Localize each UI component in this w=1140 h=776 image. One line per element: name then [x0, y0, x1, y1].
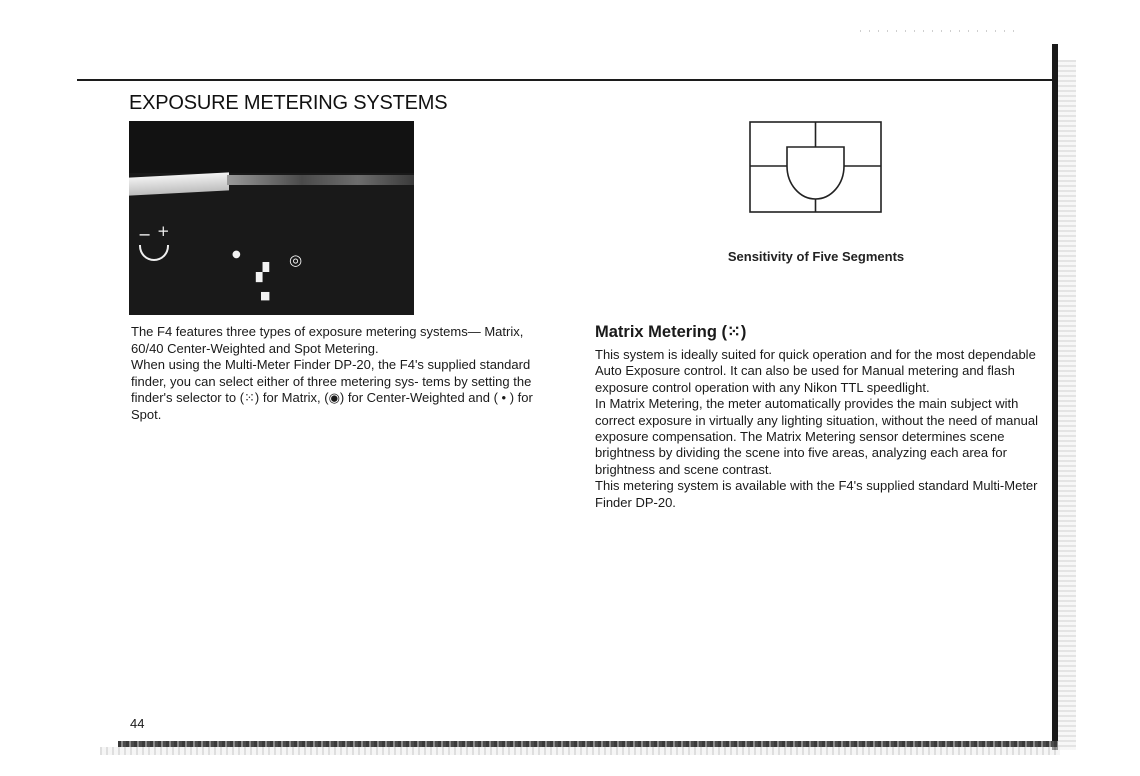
page-edge-bottom-shadow — [100, 747, 1060, 755]
diagram-caption: Sensitivity of Five Segments — [727, 249, 905, 264]
photo-dark-band — [129, 121, 414, 173]
description-paragraph: This metering system is available with the F4's supplied standard Multi-Meter Finder DP-20. — [595, 478, 1038, 510]
plus-mark: + — [157, 222, 170, 240]
page-number: 44 — [130, 716, 145, 731]
chrome-edge-highlight — [227, 175, 414, 185]
intro-text — [131, 324, 556, 423]
matrix-description — [595, 347, 1045, 511]
chrome-edge — [129, 172, 229, 195]
description-paragraph: This system is ideally suited for quick operation and for the most dependable Auto Exposure control. It can also be used for Manual metering and flash exposure control operation with any Nikon TTL speedlight. — [595, 347, 1036, 395]
page-edge-shadow — [1058, 60, 1076, 750]
selector-mark-icon: ■ — [260, 289, 271, 302]
intro-paragraph: The F4 features three types of exposure metering systems— Matrix, 60/40 Center-Weighted and Spot Metering. — [131, 324, 524, 356]
intro-paragraph: When using the Multi-Meter Finder DP-20, the F4's supplied standard finder, you can select either of three metering sys- tems by setting the finder's selector to (⁙) for Matrix, (◉) for Center-Weighted and ( • ) for Spot. — [131, 357, 533, 422]
top-rule — [77, 79, 1057, 81]
scan-speckle — [860, 30, 1020, 32]
matrix-icon: ▞ — [256, 263, 270, 283]
camera-selector-photo — [129, 121, 414, 315]
compensation-arc — [139, 245, 169, 261]
center-weighted-icon: ◎ — [289, 251, 303, 269]
section-heading: Matrix Metering (⁙) — [595, 323, 747, 341]
five-segment-diagram — [749, 121, 882, 213]
minus-mark: − — [138, 225, 152, 244]
page-title: EXPOSURE METERING SYSTEMS — [129, 92, 448, 114]
description-paragraph: In Matrix Metering, the meter automatically provides the main subject with correct exposure in virtually any lighting situation, without the need of manual exposure compensation. The Matrix Metering sensor determines scene brightness by dividing the scene into five areas, analyzing each area for brightness and scene contrast. — [595, 396, 1038, 477]
spot-dot-mark: ● — [232, 249, 241, 260]
